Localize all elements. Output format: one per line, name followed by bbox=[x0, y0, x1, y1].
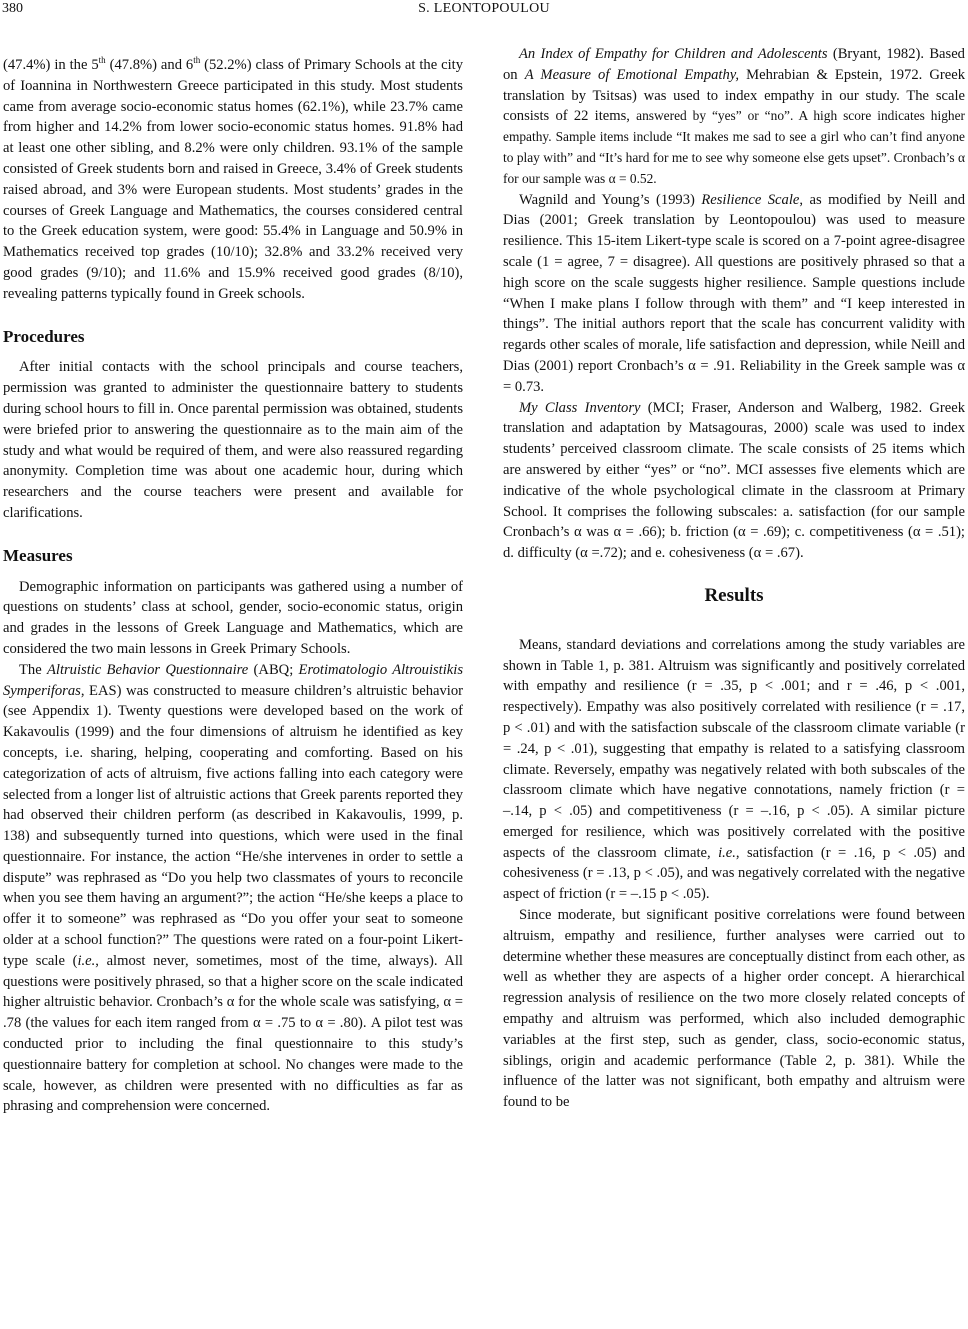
results-paragraph-1: Means, standard deviations and correlations among the study variables are shown in Table 1, p. 381. Altruism was significantly and positively correlated with empathy and resilience (r = .35, p < .001; and r = .46, p < .001, respectively). Empathy was also positively correlated with resilience (r = .17, p < .01) and with the satisfaction subscale of the classroom climate variable (r = .24, p < .01), suggesting that empathy is related to a satisfying classroom climate. Reversely, empathy was negatively related with both subscales of the classroom climate which have negative connotations, namely friction (r = –.14, p < .05) and competitiveness (r = –.16, p < .05). A similar picture emerged for resilience, which was positively correlated with the positive aspects of the classroom climate, i.e., satisfaction (r = .16, p < .05) and cohesiveness (r = .13, p < .05), and was negatively correlated with the negative aspect of friction (r = –.15 p < .05). bbox=[503, 636, 966, 903]
running-head: S. LEONTOPOULOU bbox=[418, 1, 550, 16]
right-column bbox=[503, 44, 965, 1113]
abq-paragraph: The Altruistic Behavior Questionnaire (ABQ; Erotimatologio Altrouistikis Symperiforas, EAS) was constructed to measure children’s altruistic behavior (see Appendix 1). Twenty questions were developed based on the work of Kakavoulis (1999) and the four dimensions of altruism he identified as key concepts, i.e. sharing, helping, cooperating and comforting. Based on his categorization of acts of altruism, five actions falling into each category were selected from a longer list of altruistic actions that Greek parents reported they had observed their children perform (as described in Kakavoulis, 1999, p. 138) and subsequently turned into questions, which were used in the final questionnaire. For instance, the action “He/she intervenes in order to settle a dispute” was rephrased as “Do you help two classmates of yours to reconcile when you see them having an argument?”; the action “He/she keeps a place to offer it to someone” was rephrased as “Do you offer your seat to someone older at a school function?” The questions were rated on a four-point Likert-type scale (i.e., almost never, sometimes, most of the time, always). All questions were positively phrased, so that a higher score on the scale indicated higher altruistic behavior. Cronbach’s α for the whole scale was satisfying, α = .78 (the values for each item ranged from α = .75 to α = .80). A pilot test was conducted prior to including the final questionnaire to this study’s questionnaire battery for completion at school. No changes were made to the scale, however, as children were presented with no difficulties as far as phrasing and comprehension were concerned. bbox=[3, 661, 464, 1115]
demographics-paragraph: Demographic information on participants was gathered using a number of questions on students’ class at school, gender, socio-economic status, origin and grades in the lessons of Greek Language and Mathematics, which are considered the two main lessons in Greek Primary Schools. bbox=[3, 578, 463, 657]
page-header bbox=[0, 0, 968, 22]
procedures-heading: Procedures bbox=[3, 326, 85, 346]
page-number: 380 bbox=[2, 1, 23, 16]
resilience-paragraph: Wagnild and Young’s (1993) Resilience Scale, as modified by Neill and Dias (2001; Greek translation by Leontopoulou) was used to measure resilience. This 15-item Likert-type scale is scored on a 7-point agree-disagree scale (1 = agree, 7 = disagree). All questions are positively phrased so that a high score on the scale suggests higher resilience. Sample questions include “When I make plans I follow through with them” and “I keep interested in things”. The initial authors report that the scale has concurrent validity with regards other scales of morale, life satisfaction and depression, while Neill and Dias (2001) report Cronbach’s α = .91. Reliability in the Greek sample was α = 0.73. bbox=[503, 191, 965, 395]
measures-heading: Measures bbox=[3, 545, 73, 565]
empathy-paragraph: An Index of Empathy for Children and Adolescents (Bryant, 1982). Based on A Measure of Emotional Empathy, Mehrabian & Epstein, 1972. Greek translation by Tsitsas) was used to index empathy in our study. The scale consists of 22 items, answered by “yes” or “no”. A high score indicates higher empathy. Sample items include “It makes me sad to see a girl who can’t find anyone to play with” and “It’s hard for me to see why someone else gets upset”. Cronbach’s α for our sample was α = 0.52. bbox=[503, 46, 965, 186]
left-column bbox=[3, 55, 463, 1117]
mci-paragraph: My Class Inventory (MCI; Fraser, Anderson and Walberg, 1982. Greek translation and adaptation by Matsagouras, 2000) scale was used to index students’ perceived classroom climate. The scale consists of 25 items which are answered by either “yes” or “no”. MCI assesses five elements which are indicative of the whole psychological climate in the classroom at Primary School. It comprises the following subscales: a. satisfaction (for our sample Cronbach’s α was α = .66); b. friction (α = .69); c. competitiveness (α = .51); d. difficulty (α =.72); and e. cohesiveness (α = .67). bbox=[503, 399, 965, 562]
results-paragraph-2: Since moderate, but significant positive correlations were found between altruism, empathy and resilience, further analyses were carried out to determine whether these measures are conceptually distinct from each other, as well as whether they are aspects of a higher order concept. A hierarchical regression analysis of resilience on the two more closely related concepts of empathy and altruism was performed, which also included demographic variables at the first step, such as gender, class, socio-economic status, siblings, origin and academic performance (Table 2, p. 381). While the influence of the latter was not significant, both empathy and altruism were found to be bbox=[503, 907, 965, 1111]
results-heading: Results bbox=[704, 584, 764, 606]
procedures-paragraph: After initial contacts with the school principals and course teachers, permission was granted to administer the questionnaire battery to students during school hours to fill in. Once parental permission was obtained, students were briefed prior to answering the questionnaire as to the main aim of the study and what would be required of them, and were also reassured regarding anonymity. Completion time was about one academic hour, during which researchers and the course teachers were present and available for clarifications. bbox=[3, 359, 463, 521]
participants-paragraph: (47.4%) in the 5th (47.8%) and 6th (52.2%) class of Primary Schools at the city of Ioannina in Northwestern Greece participated in this study. Most students came from average socio-economic status homes (62.1%), while 23.7% came from higher and 14.2% from lower socio-economic status homes. 91.8% had at least one other sibling, and 8.2% were only children. 93.1% of the sample consisted of Greek students born and raised in Greece, 3.4% of Greek students raised abroad, and 3% were European students. Most students’ grades in the courses of Greek Language and Mathematics, the courses considered central to the Greek education system, were good: 55.4% in Language and 50.9% in Mathematics received top grades (10/10); 32.8% and 33.2% received very good grades (9/10); and 11.6% and 15.9% received good grades (8/10), revealing patterns typically found in Greek schools. bbox=[3, 55, 464, 302]
